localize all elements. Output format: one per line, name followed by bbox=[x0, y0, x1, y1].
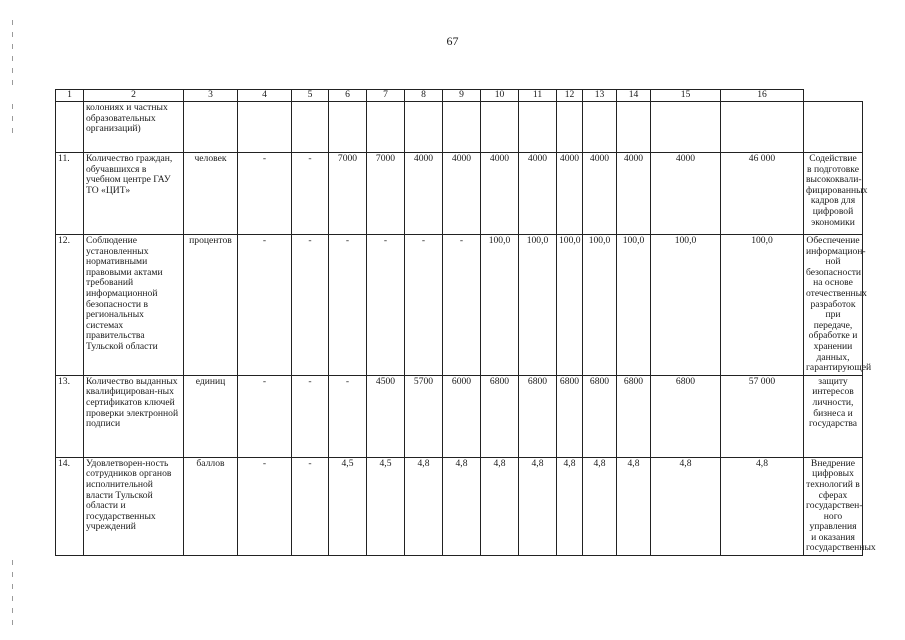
year-value bbox=[583, 102, 617, 153]
year-value: 4,8 bbox=[651, 457, 721, 555]
column-number-header: 16 bbox=[721, 90, 804, 102]
indicator-name: Соблюдение установленных нормативными правовыми актами требований информационной безопасности в региональных системах правительства Тульской области bbox=[84, 235, 184, 376]
year-value: 6000 bbox=[443, 375, 481, 457]
unit-of-measure: единиц bbox=[184, 375, 238, 457]
year-value: 100,0 bbox=[557, 235, 583, 376]
year-value: 4000 bbox=[557, 153, 583, 235]
year-value: 4,5 bbox=[329, 457, 367, 555]
column-number-header: 2 bbox=[84, 90, 184, 102]
row-number: 12. bbox=[56, 235, 84, 376]
indicator-name: Количество выданных квалифицирован-ных сертификатов ключей проверки электронной подписи bbox=[84, 375, 184, 457]
indicator-name: колониях и частных образовательных организаций) bbox=[84, 102, 184, 153]
year-value: 4,8 bbox=[481, 457, 519, 555]
column-number-header: 1 bbox=[56, 90, 84, 102]
indicator-name: Количество граждан, обучавшихся в учебном центре ГАУ ТО «ЦИТ» bbox=[84, 153, 184, 235]
year-value: 6800 bbox=[651, 375, 721, 457]
column-number-header: 3 bbox=[184, 90, 238, 102]
year-value: 7000 bbox=[329, 153, 367, 235]
year-value: 4000 bbox=[651, 153, 721, 235]
year-value: 6800 bbox=[519, 375, 557, 457]
column-number-header: 8 bbox=[405, 90, 443, 102]
year-value: - bbox=[329, 375, 367, 457]
year-value: 4000 bbox=[481, 153, 519, 235]
goal-description: Содействие в подготовке высококвали-фицированных кадров для цифровой экономики bbox=[804, 153, 863, 235]
year-value: 4,8 bbox=[583, 457, 617, 555]
column-number-header: 9 bbox=[443, 90, 481, 102]
total-value: 57 000 bbox=[721, 375, 804, 457]
year-value: 4000 bbox=[405, 153, 443, 235]
year-value: 4,8 bbox=[405, 457, 443, 555]
margin-ticks bbox=[12, 0, 14, 640]
year-value: - bbox=[238, 375, 292, 457]
unit-of-measure: процентов bbox=[184, 235, 238, 376]
year-value bbox=[519, 102, 557, 153]
goal-description: Внедрение цифровых технологий в сферах государствен-ного управления и оказания государственных bbox=[804, 457, 863, 555]
goal-description: защиту интересов личности, бизнеса и государства bbox=[804, 375, 863, 457]
year-value: 4,5 bbox=[367, 457, 405, 555]
year-value bbox=[329, 102, 367, 153]
unit-of-measure: баллов bbox=[184, 457, 238, 555]
year-value bbox=[238, 102, 292, 153]
year-value: 5700 bbox=[405, 375, 443, 457]
column-number-header: 6 bbox=[329, 90, 367, 102]
year-value bbox=[405, 102, 443, 153]
page-number: 67 bbox=[446, 34, 459, 48]
year-value: 4,8 bbox=[557, 457, 583, 555]
year-value: 4000 bbox=[443, 153, 481, 235]
table-row bbox=[56, 375, 863, 457]
year-value: 4,8 bbox=[617, 457, 651, 555]
goal-description: Обеспечение информацион-ной безопасности на основе отечественных разработок при передаче, обработке и хранении данных, гарантирующей bbox=[804, 235, 863, 376]
year-value: 100,0 bbox=[519, 235, 557, 376]
table-row bbox=[56, 102, 863, 153]
year-value: - bbox=[443, 235, 481, 376]
year-value bbox=[367, 102, 405, 153]
year-value: 4,8 bbox=[443, 457, 481, 555]
year-value: 100,0 bbox=[617, 235, 651, 376]
column-number-row bbox=[56, 90, 863, 102]
year-value: 4000 bbox=[583, 153, 617, 235]
table-row bbox=[56, 457, 863, 555]
year-value: - bbox=[292, 235, 329, 376]
year-value: 6800 bbox=[557, 375, 583, 457]
column-number-header: 4 bbox=[238, 90, 292, 102]
column-number-header: 15 bbox=[651, 90, 721, 102]
year-value: - bbox=[367, 235, 405, 376]
year-value bbox=[443, 102, 481, 153]
year-value: 100,0 bbox=[481, 235, 519, 376]
year-value: - bbox=[292, 457, 329, 555]
total-value: 4,8 bbox=[721, 457, 804, 555]
year-value: 6800 bbox=[617, 375, 651, 457]
year-value: - bbox=[405, 235, 443, 376]
year-value: - bbox=[238, 153, 292, 235]
year-value: 7000 bbox=[367, 153, 405, 235]
year-value: 6800 bbox=[583, 375, 617, 457]
year-value: 6800 bbox=[481, 375, 519, 457]
year-value: - bbox=[292, 153, 329, 235]
table-row bbox=[56, 235, 863, 376]
column-number-header: 5 bbox=[292, 90, 329, 102]
table-row bbox=[56, 153, 863, 235]
row-number: 13. bbox=[56, 375, 84, 457]
year-value: - bbox=[238, 235, 292, 376]
year-value bbox=[617, 102, 651, 153]
year-value: 4500 bbox=[367, 375, 405, 457]
total-value: 100,0 bbox=[721, 235, 804, 376]
row-number bbox=[56, 102, 84, 153]
row-number: 14. bbox=[56, 457, 84, 555]
year-value: - bbox=[329, 235, 367, 376]
column-number-header: 10 bbox=[481, 90, 519, 102]
year-value bbox=[651, 102, 721, 153]
column-number-header: 14 bbox=[617, 90, 651, 102]
column-number-header: 11 bbox=[519, 90, 557, 102]
year-value: 100,0 bbox=[583, 235, 617, 376]
indicator-name: Удовлетворен-ность сотрудников органов исполнительной власти Тульской области и государственных учреждений bbox=[84, 457, 184, 555]
column-number-header: 12 bbox=[557, 90, 583, 102]
total-value bbox=[721, 102, 804, 153]
year-value bbox=[481, 102, 519, 153]
row-number: 11. bbox=[56, 153, 84, 235]
total-value: 46 000 bbox=[721, 153, 804, 235]
year-value: - bbox=[238, 457, 292, 555]
year-value: 4000 bbox=[617, 153, 651, 235]
indicators-table bbox=[55, 89, 876, 556]
goal-description bbox=[804, 102, 863, 153]
year-value bbox=[557, 102, 583, 153]
unit-of-measure: человек bbox=[184, 153, 238, 235]
year-value: 4000 bbox=[519, 153, 557, 235]
year-value: - bbox=[292, 375, 329, 457]
year-value: 4,8 bbox=[519, 457, 557, 555]
unit-of-measure bbox=[184, 102, 238, 153]
column-number-header: 13 bbox=[583, 90, 617, 102]
column-number-header: 7 bbox=[367, 90, 405, 102]
year-value: 100,0 bbox=[651, 235, 721, 376]
year-value bbox=[292, 102, 329, 153]
